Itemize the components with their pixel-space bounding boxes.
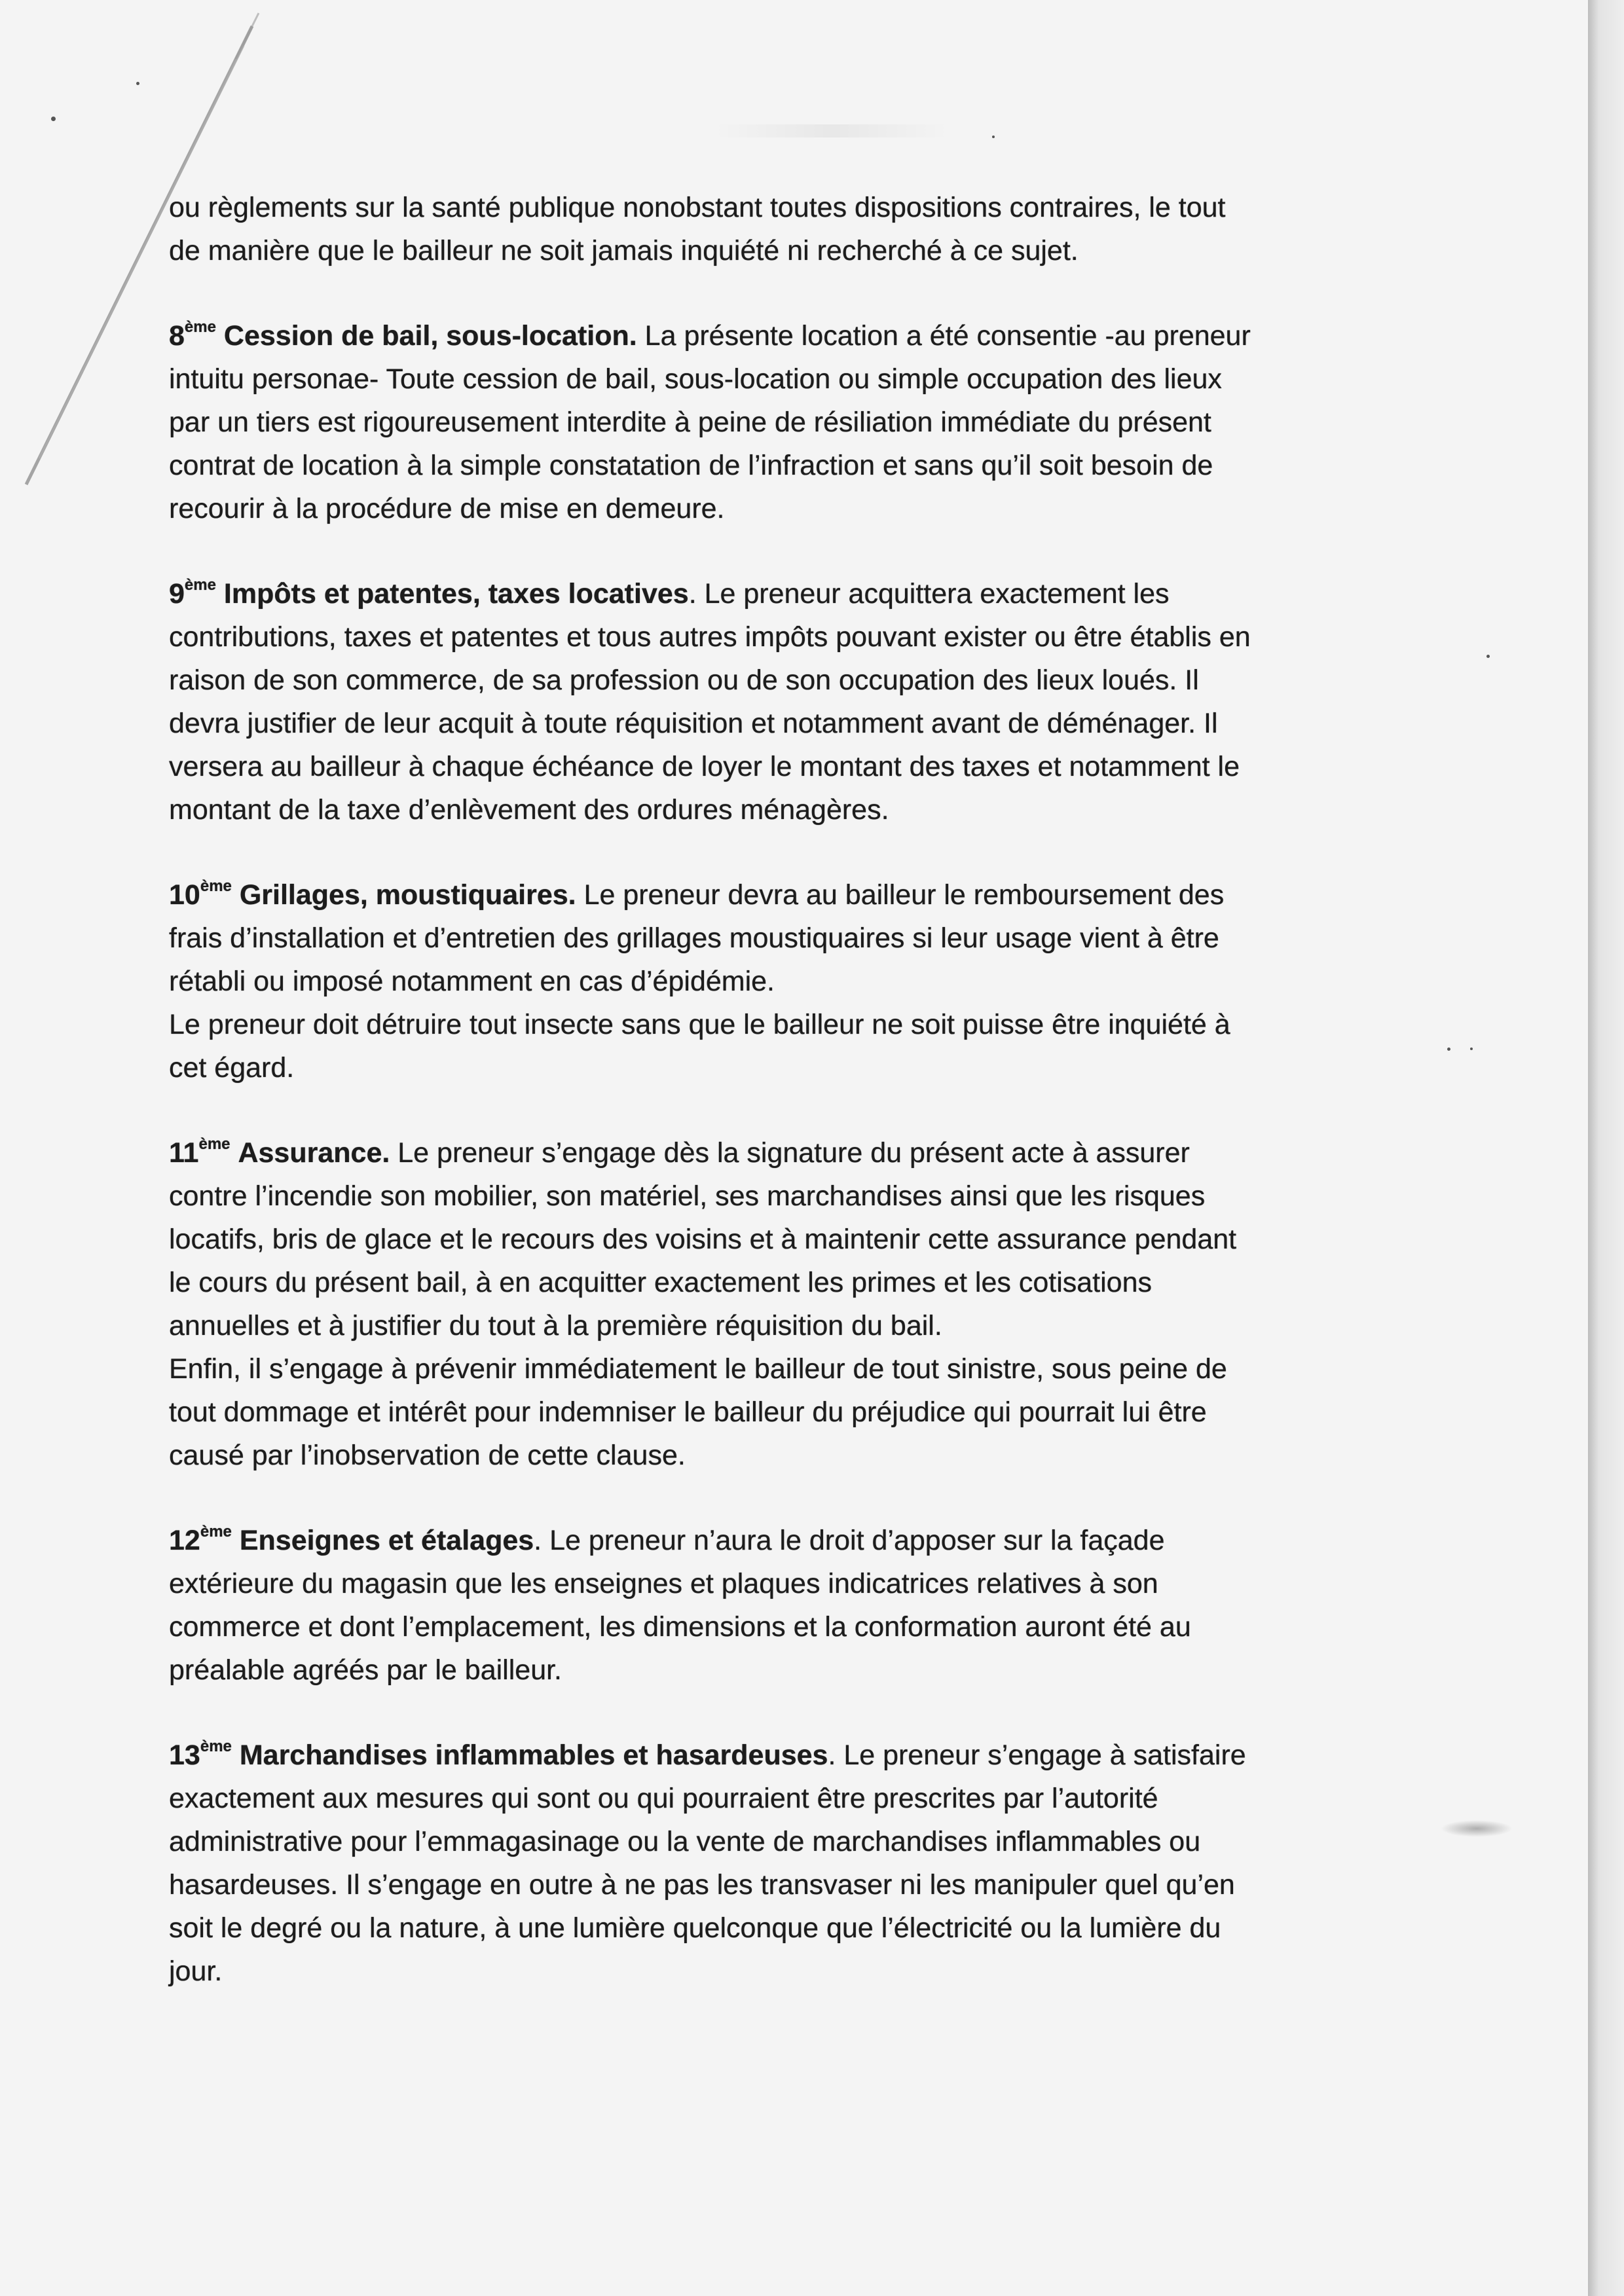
article-paragraph xyxy=(169,314,1479,530)
article-text: Le preneur devra au bailleur le remboursement des xyxy=(576,879,1225,911)
text-line: par un tiers est rigoureusement interdite à peine de résiliation immédiate du présent xyxy=(169,407,1211,438)
article-number xyxy=(169,320,216,352)
article-paragraph xyxy=(169,873,1479,1089)
article-number-value: 9 xyxy=(169,578,185,610)
text-line: rétabli ou imposé notamment en cas d’épidémie. xyxy=(169,966,775,997)
text-line: locatifs, bris de glace et le recours des voisins et à maintenir cette assurance pendant xyxy=(169,1224,1237,1255)
article-ordinal-suffix: ème xyxy=(200,1738,232,1755)
text-line: commerce et dont l’emplacement, les dimensions et la conformation auront été au xyxy=(169,1611,1191,1643)
article-first-line xyxy=(169,1734,1479,1777)
text-line: frais d’installation et d’entretien des grillages moustiquaires si leur usage vient à être xyxy=(169,922,1219,954)
article-heading: Cession de bail, sous-location. xyxy=(223,320,637,352)
article-number xyxy=(169,1740,232,1771)
text-line: versera au bailleur à chaque échéance de loyer le montant des taxes et notamment le xyxy=(169,751,1240,782)
article-first-line xyxy=(169,1519,1479,1562)
text-line: extérieure du magasin que les enseignes et plaques indicatrices relatives à son xyxy=(169,1568,1158,1599)
article-text: . Le preneur acquittera exactement les xyxy=(688,578,1170,610)
text-line: Enfin, il s’engage à prévenir immédiatement le bailleur de tout sinistre, sous peine de xyxy=(169,1353,1227,1385)
bleed-through-mark xyxy=(714,124,950,137)
text-line: préalable agréés par le bailleur. xyxy=(169,1654,563,1686)
scan-speck xyxy=(51,117,56,121)
article-heading: Enseignes et étalages xyxy=(239,1525,534,1556)
article-number xyxy=(169,1137,231,1169)
article-ordinal-suffix: ème xyxy=(184,576,216,594)
article-number-value: 10 xyxy=(169,879,200,911)
article-number xyxy=(169,1525,232,1556)
text-line: soit le degré ou la nature, à une lumière quelconque que l’électricité ou la lumière du xyxy=(169,1912,1221,1944)
article-heading: Assurance. xyxy=(238,1137,390,1169)
text-line: intuitu personae- Toute cession de bail, sous-location ou simple occupation des lieux xyxy=(169,363,1222,395)
text-line: de manière que le bailleur ne soit jamais inquiété ni recherché à ce sujet. xyxy=(169,235,1079,266)
article-number-value: 8 xyxy=(169,320,185,352)
text-line: contre l’incendie son mobilier, son matériel, ses marchandises ainsi que les risques xyxy=(169,1180,1206,1212)
article-number-value: 11 xyxy=(169,1137,199,1169)
article-first-line xyxy=(169,873,1479,917)
article-heading: Impôts et patentes, taxes locatives xyxy=(223,578,689,610)
scan-speck xyxy=(136,82,139,85)
article-number-value: 12 xyxy=(169,1525,200,1556)
text-line: raison de son commerce, de sa profession ou de son occupation des lieux loués. Il xyxy=(169,665,1199,696)
intro-paragraph xyxy=(169,186,1479,272)
text-line: le cours du présent bail, à en acquitter exactement les primes et les cotisations xyxy=(169,1267,1152,1298)
text-line: ou règlements sur la santé publique nonobstant toutes dispositions contraires, le tout xyxy=(169,192,1226,223)
text-line: annuelles et à justifier du tout à la première réquisition du bail. xyxy=(169,1310,942,1341)
articles-list xyxy=(169,314,1479,1993)
document-body xyxy=(169,186,1479,2035)
article-heading: Marchandises inflammables et hasardeuses xyxy=(239,1740,828,1771)
text-line: tout dommage et intérêt pour indemniser le bailleur du préjudice qui pourrait lui être xyxy=(169,1396,1207,1428)
article-text: . Le preneur n’aura le droit d’apposer sur la façade xyxy=(534,1525,1165,1556)
scan-speck xyxy=(1486,655,1490,658)
text-line: exactement aux mesures qui sont ou qui pourraient être prescrites par l’autorité xyxy=(169,1783,1158,1814)
article-number xyxy=(169,578,216,610)
text-line: Le preneur doit détruire tout insecte sans que le bailleur ne soit puisse être inquiété à xyxy=(169,1009,1230,1040)
article-ordinal-suffix: ème xyxy=(184,318,216,336)
article-ordinal-suffix: ème xyxy=(200,877,232,895)
article-first-line xyxy=(169,572,1479,615)
text-line: causé par l’inobservation de cette clause. xyxy=(169,1440,686,1471)
article-paragraph xyxy=(169,572,1479,831)
article-text: La présente location a été consentie -au preneur xyxy=(637,320,1251,352)
scan-speck xyxy=(992,136,995,138)
text-line: devra justifier de leur acquit à toute réquisition et notamment avant de déménager. Il xyxy=(169,708,1218,739)
text-line: recourir à la procédure de mise en demeure. xyxy=(169,493,725,524)
text-line: jour. xyxy=(169,1956,223,1987)
text-line: contributions, taxes et patentes et tous autres impôts pouvant exister ou être établis en xyxy=(169,621,1251,653)
article-paragraph xyxy=(169,1519,1479,1692)
text-line: contrat de location à la simple constatation de l’infraction et sans qu’il soit besoin de xyxy=(169,450,1213,481)
text-line: hasardeuses. Il s’engage en outre à ne pas les transvaser ni les manipuler quel qu’en xyxy=(169,1869,1235,1901)
article-first-line xyxy=(169,1131,1479,1175)
article-paragraph xyxy=(169,1734,1479,1993)
article-first-line xyxy=(169,314,1479,357)
article-number xyxy=(169,879,232,911)
article-text: . Le preneur s’engage à satisfaire xyxy=(828,1740,1246,1771)
text-line: cet égard. xyxy=(169,1052,295,1084)
text-line: montant de la taxe d’enlèvement des ordures ménagères. xyxy=(169,794,889,826)
article-ordinal-suffix: ème xyxy=(200,1523,232,1540)
article-number-value: 13 xyxy=(169,1740,200,1771)
article-ordinal-suffix: ème xyxy=(198,1135,231,1153)
article-paragraph xyxy=(169,1131,1479,1477)
scanner-edge xyxy=(1588,0,1624,2296)
article-heading: Grillages, moustiquaires. xyxy=(239,879,576,911)
text-line: administrative pour l’emmagasinage ou la vente de marchandises inflammables ou xyxy=(169,1826,1201,1857)
article-text: Le preneur s’engage dès la signature du présent acte à assurer xyxy=(390,1137,1190,1169)
